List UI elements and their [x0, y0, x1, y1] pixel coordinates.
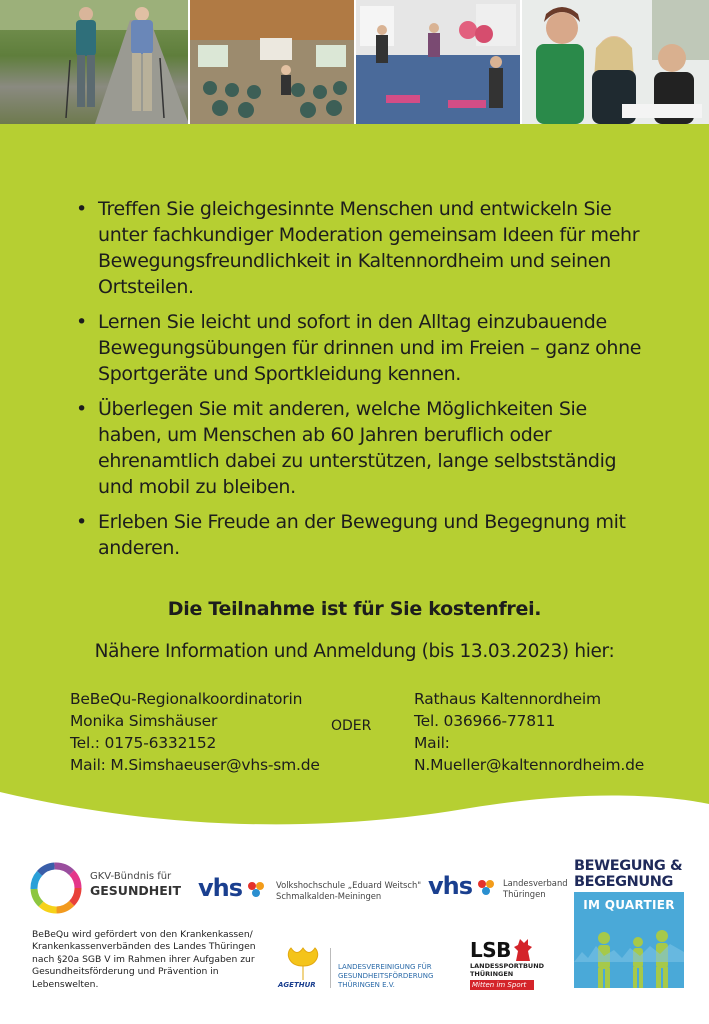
photo-workshop-women	[520, 0, 709, 124]
vhs1-dots-icon	[246, 880, 268, 898]
lsb-tagline: Mitten im Sport	[470, 980, 534, 990]
contact-phone: Tel.: 0175-6332152	[70, 734, 217, 752]
bullet-text: Überlegen Sie mit anderen, welche Möglichkeiten Sie haben, um Menschen ab 60 Jahren beruflich oder ehrenamtlich dabei zu unterstützen, lange selbstständig und mobil zu bleiben.	[98, 398, 617, 498]
vhs1-wordmark: vhs	[198, 874, 243, 902]
lsb-lion-icon	[512, 937, 534, 963]
agethur-divider	[330, 948, 331, 988]
bullet-text: Lernen Sie leicht und sofort in den Alltag einzubauende Bewegungsübungen für drinnen und im Freien – ganz ohne Sportgeräte und Sportkleidung kennen.	[98, 311, 642, 385]
contact-mail[interactable]: Mail: M.Simshaeuser@vhs-sm.de	[70, 756, 320, 774]
agethur-line2: GESUNDHEITSFÖRDERUNG	[338, 972, 434, 980]
photo-strip	[0, 0, 709, 124]
funding-note: BeBeQu wird gefördert von den Krankenkassen/ Krankenkassenverbänden des Landes Thüringen nach §20a SGB V im Rahmen ihrer Aufgaben zur Gesundheitsförderung und Prävention in Lebenswelten.	[32, 929, 256, 990]
bullet-dot: •	[76, 511, 87, 533]
contact-town-hall	[414, 688, 644, 776]
contact-role: BeBeQu-Regionalkoordinatorin	[70, 690, 303, 708]
bullet-item	[74, 396, 654, 500]
bewegung-begegnung-logo	[574, 858, 684, 998]
contact-org: Rathaus Kaltennordheim	[414, 690, 601, 708]
photo-exercise-room	[354, 0, 520, 124]
vhs1-line2: Schmalkalden-Meiningen	[276, 891, 382, 901]
bullet-dot: •	[76, 398, 87, 420]
oder-label: ODER	[331, 718, 372, 734]
bullet-item	[74, 196, 654, 300]
lsb-line2: THÜRINGEN	[470, 970, 514, 978]
gkv-line1: GKV-Bündnis für	[90, 871, 172, 882]
agethur-line3: THÜRINGEN E.V.	[338, 981, 395, 989]
bullet-item	[74, 509, 654, 561]
lsb-line1: LANDESSPORTBUND	[470, 962, 545, 970]
bullet-item	[74, 309, 654, 387]
bullet-dot: •	[76, 311, 87, 333]
bullet-text: Treffen Sie gleichgesinnte Menschen und entwickeln Sie unter fachkundiger Moderation gemeinsam Ideen für mehr Bewegungsfreundlichkeit in Kaltennordheim und seinen Ortsteilen.	[98, 198, 640, 298]
vhs2-dots-icon	[476, 878, 498, 896]
gkv-ring-icon	[26, 858, 86, 918]
vhs2-line1: Landesverband	[503, 878, 568, 888]
lsb-wordmark: LSB	[470, 938, 511, 962]
registration-info: Nähere Information und Anmeldung (bis 13.03.2023) hier:	[94, 641, 615, 662]
photo-walkers	[0, 0, 188, 124]
bullet-dot: •	[76, 198, 87, 220]
agethur-name: AGETHUR	[278, 981, 316, 989]
contact-name: Monika Simshäuser	[70, 712, 218, 730]
contact-mail-label: Mail:	[414, 734, 450, 752]
bullet-text: Erleben Sie Freude an der Bewegung und Begegnung mit anderen.	[98, 511, 626, 559]
contact-mail[interactable]: N.Mueller@kaltennordheim.de	[414, 756, 645, 774]
bb-line1: BEWEGUNG &	[574, 858, 683, 874]
bullet-list	[74, 196, 654, 570]
photo-meeting-hall	[188, 0, 354, 124]
bb-line2: BEGEGNUNG	[574, 874, 674, 890]
contact-phone: Tel. 036966-77811	[414, 712, 556, 730]
agethur-line1: LANDESVEREINIGUNG FÜR	[338, 963, 432, 971]
gkv-line2: GESUNDHEIT	[90, 883, 181, 898]
vhs1-line1: Volkshochschule „Eduard Weitsch"	[276, 880, 422, 890]
bb-line3: IM QUARTIER	[583, 898, 675, 912]
agethur-ginkgo-icon	[283, 944, 323, 982]
wave-divider	[0, 770, 709, 860]
free-participation-heading: Die Teilnahme ist für Sie kostenfrei.	[167, 598, 542, 620]
vhs2-wordmark: vhs	[428, 872, 473, 900]
contact-coordinator	[70, 688, 320, 776]
vhs2-line2: Thüringen	[503, 889, 546, 899]
